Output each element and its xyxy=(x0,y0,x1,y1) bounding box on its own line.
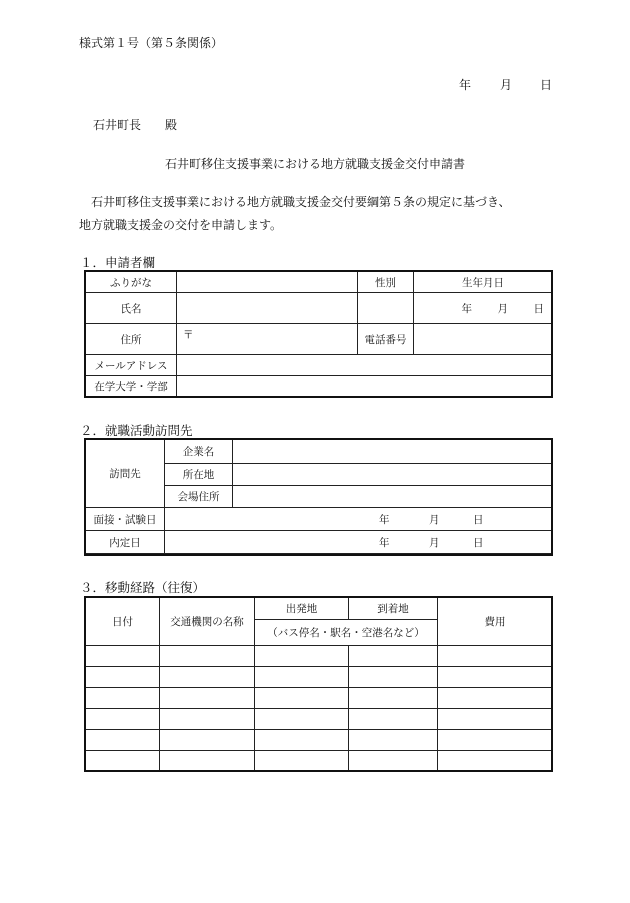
body-line-1: 石井町移住支援事業における地方就職支援金交付要綱第５条の規定に基づき、 xyxy=(91,195,511,209)
section3-title: ３．移動経路（往復） xyxy=(80,580,206,595)
route-cell[interactable] xyxy=(349,688,438,709)
document-title: 石井町移住支援事業における地方就職支援金交付申請書 xyxy=(164,157,465,171)
route-cell[interactable] xyxy=(255,688,349,709)
offer-date-field[interactable] xyxy=(165,531,553,554)
route-cell[interactable] xyxy=(438,751,553,772)
interview-month-label: 月 xyxy=(429,513,440,526)
phone-field[interactable] xyxy=(414,324,553,355)
route-cell[interactable] xyxy=(160,667,255,688)
route-row-3 xyxy=(86,688,553,709)
route-date-header: 日付 xyxy=(86,598,160,646)
route-cell[interactable] xyxy=(160,751,255,772)
body-text xyxy=(79,191,511,237)
route-row-2 xyxy=(86,667,553,688)
route-cell[interactable] xyxy=(160,688,255,709)
section1-title: １．申請者欄 xyxy=(80,255,156,270)
route-cell[interactable] xyxy=(255,709,349,730)
interview-date-label: 面接・試験日 xyxy=(86,508,165,531)
name-field[interactable] xyxy=(177,293,358,324)
route-cell[interactable] xyxy=(86,751,160,772)
company-label: 企業名 xyxy=(165,440,233,464)
route-cell[interactable] xyxy=(86,730,160,751)
route-row-6 xyxy=(86,751,553,772)
route-cell[interactable] xyxy=(438,667,553,688)
route-cell[interactable] xyxy=(160,730,255,751)
email-label: メールアドレス xyxy=(86,355,177,376)
name-label: 氏名 xyxy=(86,293,177,324)
date-month-label: 月 xyxy=(500,78,513,92)
visit-label: 訪問先 xyxy=(86,440,165,508)
body-line-2: 地方就職支援金の交付を申請します。 xyxy=(79,218,283,232)
university-field[interactable] xyxy=(177,376,553,397)
offer-year-label: 年 xyxy=(379,536,390,549)
birthdate-label: 生年月日 xyxy=(414,272,553,293)
gender-label: 性別 xyxy=(358,272,414,293)
postal-mark: 〒 xyxy=(183,329,194,341)
interview-date-field[interactable] xyxy=(165,508,553,531)
route-cell[interactable] xyxy=(349,667,438,688)
venue-field[interactable] xyxy=(233,486,553,508)
birth-day-label: 日 xyxy=(533,302,544,315)
visit-table xyxy=(85,439,553,554)
phone-label: 電話番号 xyxy=(358,324,414,355)
route-cell[interactable] xyxy=(160,709,255,730)
route-cell[interactable] xyxy=(86,688,160,709)
route-cell[interactable] xyxy=(438,688,553,709)
offer-month-label: 月 xyxy=(429,536,440,549)
route-cell[interactable] xyxy=(438,646,553,667)
route-cost-header: 費用 xyxy=(438,598,553,646)
birthdate-field[interactable] xyxy=(414,293,553,324)
route-row-5 xyxy=(86,730,553,751)
route-cell[interactable] xyxy=(160,646,255,667)
applicant-table xyxy=(85,271,553,397)
date-day-label: 日 xyxy=(540,78,553,92)
route-cell[interactable] xyxy=(255,730,349,751)
route-cell[interactable] xyxy=(349,646,438,667)
route-arrival-header: 到着地 xyxy=(349,598,438,620)
route-place-note: （バス停名・駅名・空港名など） xyxy=(255,620,438,646)
route-cell[interactable] xyxy=(255,667,349,688)
route-table xyxy=(85,597,553,772)
section2-title: ２．就職活動訪問先 xyxy=(80,423,193,438)
email-field[interactable] xyxy=(177,355,553,376)
route-cell[interactable] xyxy=(86,709,160,730)
location-field[interactable] xyxy=(233,464,553,486)
furigana-label: ふりがな xyxy=(86,272,177,293)
route-cell[interactable] xyxy=(86,667,160,688)
route-transport-header: 交通機関の名称 xyxy=(160,598,255,646)
interview-year-label: 年 xyxy=(379,513,390,526)
date-year-label: 年 xyxy=(459,78,472,92)
form-number: 様式第１号（第５条関係） xyxy=(79,36,224,50)
route-row-4 xyxy=(86,709,553,730)
route-departure-header: 出発地 xyxy=(255,598,349,620)
university-label: 在学大学・学部 xyxy=(86,376,177,397)
address-field[interactable] xyxy=(177,324,358,355)
location-label: 所在地 xyxy=(165,464,233,486)
birth-year-label: 年 xyxy=(461,302,472,315)
route-cell[interactable] xyxy=(349,751,438,772)
addressee: 石井町長 殿 xyxy=(93,118,178,132)
route-cell[interactable] xyxy=(86,646,160,667)
birth-month-label: 月 xyxy=(497,302,508,315)
route-cell[interactable] xyxy=(349,730,438,751)
route-cell[interactable] xyxy=(349,709,438,730)
offer-date-label: 内定日 xyxy=(86,531,165,554)
route-cell[interactable] xyxy=(438,730,553,751)
offer-day-label: 日 xyxy=(473,536,484,549)
route-cell[interactable] xyxy=(255,646,349,667)
venue-label: 会場住所 xyxy=(165,486,233,508)
route-cell[interactable] xyxy=(438,709,553,730)
interview-day-label: 日 xyxy=(473,513,484,526)
route-cell[interactable] xyxy=(255,751,349,772)
address-label: 住所 xyxy=(86,324,177,355)
route-row-1 xyxy=(86,646,553,667)
furigana-field[interactable] xyxy=(177,272,358,293)
gender-field[interactable] xyxy=(358,293,414,324)
company-field[interactable] xyxy=(233,440,553,464)
